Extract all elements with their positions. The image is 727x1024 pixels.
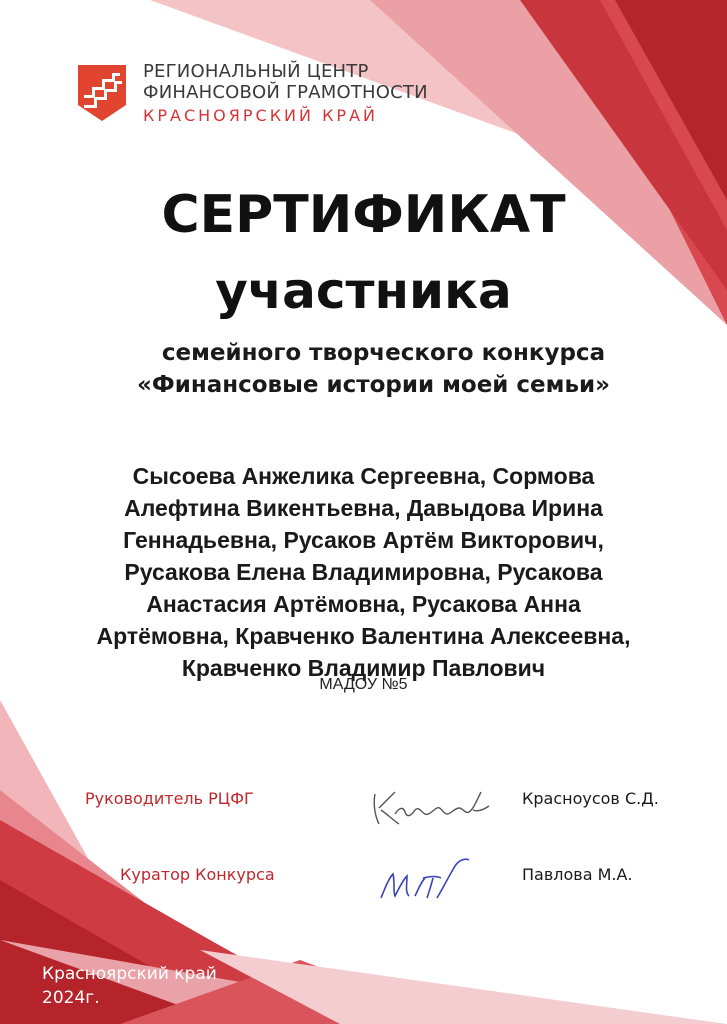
stairs-logo-icon [78, 65, 126, 121]
participant-line: Сысоева Анжелика Сергеевна, Сормова [132, 463, 595, 489]
contest-type: семейного творческого конкурса [161, 340, 606, 366]
handwritten-signature-icon [375, 852, 475, 904]
footer-year: 2024г. [42, 988, 100, 1008]
certificate-subtitle-participant: участника [215, 262, 512, 320]
participant-line: Алефтина Викентьевна, Давыдова Ирина [124, 495, 603, 521]
signer-name-curator: Павлова М.А. [522, 865, 633, 884]
signer-name-head: Красноусов С.Д. [522, 789, 659, 808]
footer-place: Красноярский край [42, 964, 217, 984]
participant-names [0, 460, 727, 684]
participant-line: Русакова Елена Владимировна, Русакова [124, 559, 603, 585]
organization-line-1: РЕГИОНАЛЬНЫЙ ЦЕНТР [143, 61, 369, 82]
participant-line: Геннадьевна, Русаков Артём Викторович, [123, 527, 604, 553]
certificate-title: СЕРТИФИКАТ [161, 185, 566, 245]
school-name: МАДОУ №5 [319, 676, 408, 693]
organization-line-2: ФИНАНСОВОЙ ГРАМОТНОСТИ [143, 82, 428, 103]
participant-line: Кравченко Владимир Павлович [181, 655, 546, 681]
signer-role-curator: Куратор Конкурса [120, 865, 275, 884]
signer-role-head: Руководитель РЦФГ [85, 789, 254, 808]
footer-place-date [42, 962, 217, 1010]
participant-line: Артёмовна, Кравченко Валентина Алексеевна, [96, 623, 631, 649]
handwritten-signature-icon [365, 780, 495, 832]
contest-name: «Финансовые истории моей семьи» [137, 372, 610, 398]
participant-line: Анастасия Артёмовна, Русакова Анна [146, 591, 581, 617]
organization-name [143, 61, 428, 128]
organization-region: КРАСНОЯРСКИЙ КРАЙ [143, 106, 378, 125]
